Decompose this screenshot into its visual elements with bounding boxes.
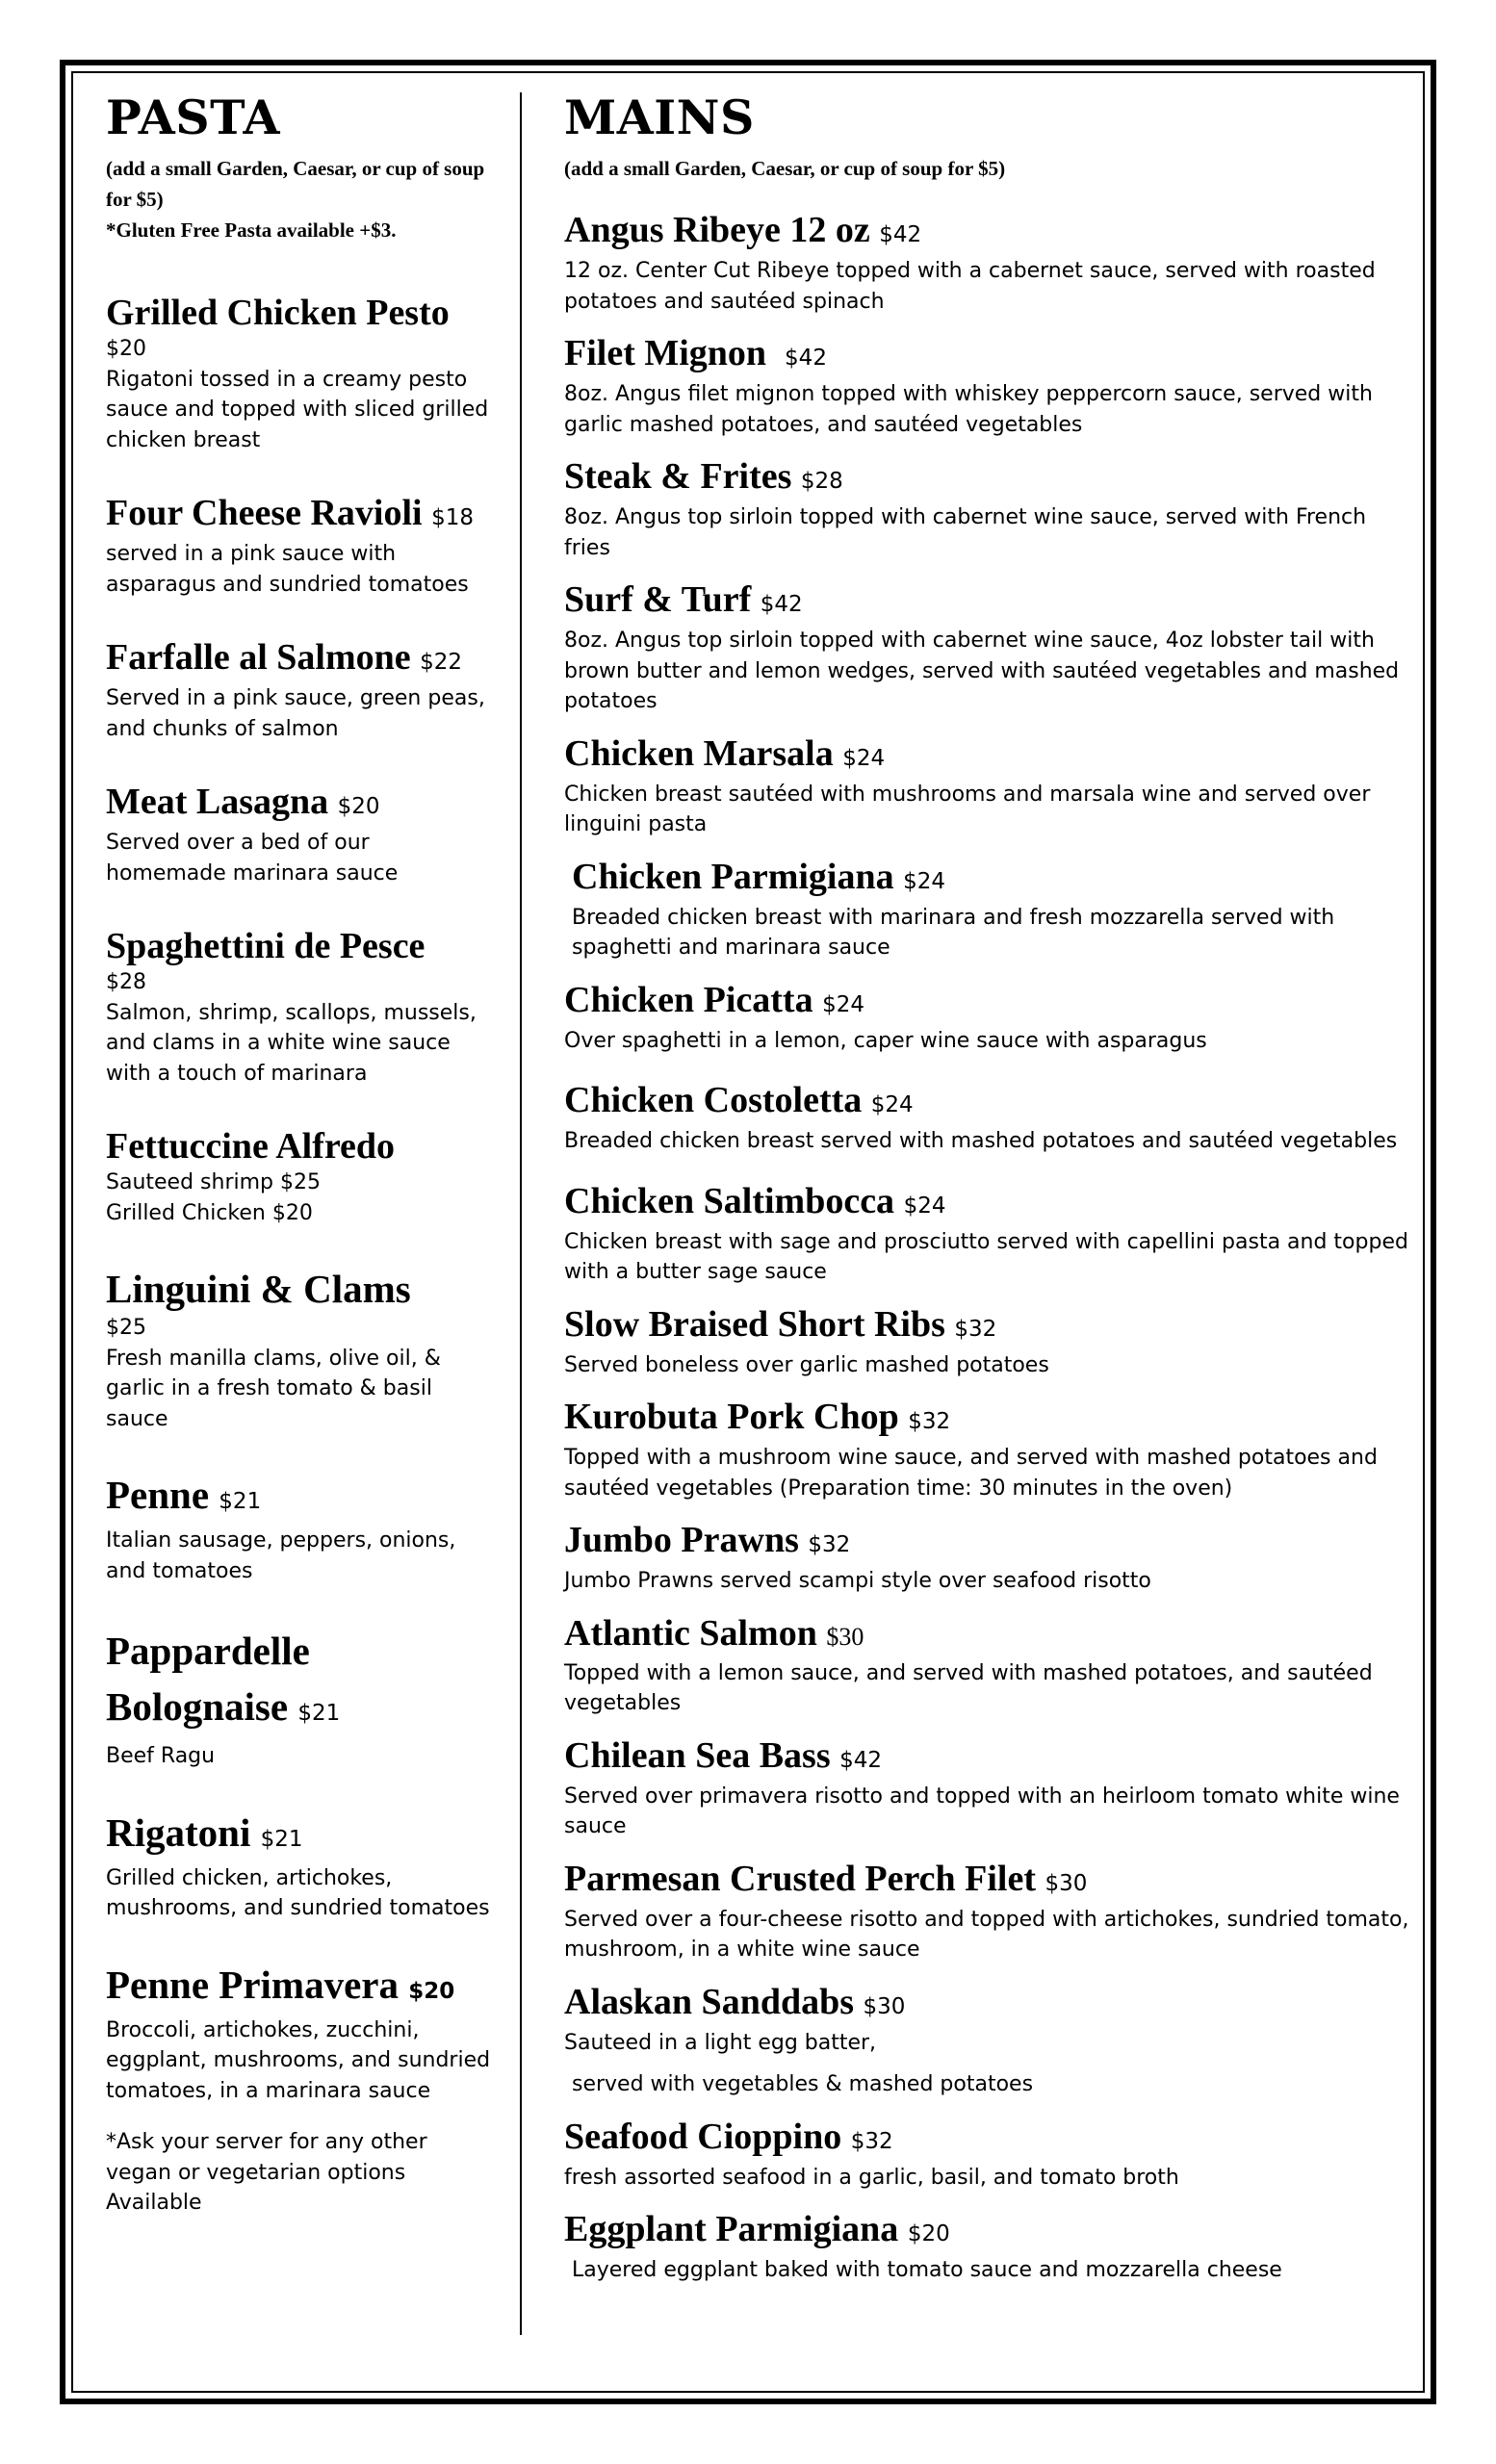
item-price: $42 bbox=[760, 592, 803, 617]
item-option: Sauteed shrimp $25 bbox=[106, 1170, 321, 1194]
item-name: Angus Ribeye 12 oz bbox=[564, 210, 870, 250]
pasta-section bbox=[106, 90, 491, 2219]
menu-item bbox=[564, 1981, 1411, 2100]
menu-item bbox=[106, 492, 491, 600]
menu-item bbox=[564, 979, 1411, 1057]
mains-section bbox=[564, 90, 1411, 2286]
mains-note: (add a small Garden, Caesar, or cup of soup for $5) bbox=[564, 157, 1006, 180]
pasta-gluten-note: *Gluten Free Pasta available +$3. bbox=[106, 218, 397, 242]
menu-item bbox=[106, 1623, 491, 1772]
menu-item bbox=[564, 1396, 1411, 1503]
item-description: Broccoli, artichokes, zucchini, eggplant, mushrooms, and sundried tomatoes, in a marinara sauce bbox=[106, 2017, 491, 2103]
item-description: Served boneless over garlic mashed potatoes bbox=[564, 1352, 1049, 1377]
item-name: Alaskan Sanddabs bbox=[564, 1981, 855, 2022]
item-price: $24 bbox=[903, 868, 946, 894]
item-description: served in a pink sauce with asparagus and sundried tomatoes bbox=[106, 542, 469, 597]
item-name: Rigatoni bbox=[106, 1810, 251, 1855]
menu-item bbox=[564, 732, 1411, 840]
item-price: $20 bbox=[907, 2221, 950, 2246]
item-price: $42 bbox=[785, 346, 827, 371]
item-description: Layered eggplant baked with tomato sauce and mozzarella cheese bbox=[572, 2258, 1282, 2282]
item-price: $20 bbox=[337, 794, 380, 819]
item-name: Chicken Picatta bbox=[564, 979, 813, 1020]
item-price: $42 bbox=[879, 222, 922, 247]
menu-item bbox=[106, 292, 491, 455]
menu-item bbox=[106, 1809, 491, 1924]
item-name: Spaghettini de Pesce bbox=[106, 926, 426, 966]
item-description: 8oz. Angus top sirloin topped with cabernet wine sauce, 4oz lobster tail with brown butter and lemon wedges, served with sautéed vegetables and mashed potatoes bbox=[564, 629, 1400, 713]
item-description: served with vegetables & mashed potatoes bbox=[572, 2072, 1034, 2096]
menu-item bbox=[564, 1612, 1411, 1719]
item-description: Served in a pink sauce, green peas, and chunks of salmon bbox=[106, 686, 485, 741]
item-name: Kurobuta Pork Chop bbox=[564, 1397, 899, 1437]
item-name: Penne Primavera bbox=[106, 1962, 399, 2007]
item-price: $21 bbox=[260, 1826, 303, 1852]
item-name: Chicken Marsala bbox=[564, 732, 834, 774]
pasta-title: PASTA bbox=[106, 90, 280, 145]
item-price: $32 bbox=[908, 1409, 951, 1434]
item-name: Fettuccine Alfredo bbox=[106, 1126, 396, 1167]
item-price: $32 bbox=[850, 2128, 893, 2154]
item-price: $24 bbox=[903, 1193, 946, 1219]
menu-item bbox=[564, 1180, 1411, 1288]
item-price: $24 bbox=[822, 991, 864, 1017]
item-description: Jumbo Prawns served scampi style over seafood risotto bbox=[564, 1569, 1151, 1593]
menu-item bbox=[106, 1265, 491, 1434]
item-description: 12 oz. Center Cut Ribeye topped with a cabernet sauce, served with roasted potatoes and sautéed spinach bbox=[564, 259, 1376, 314]
item-name: Meat Lasagna bbox=[106, 782, 329, 822]
item-name: Farfalle al Salmone bbox=[106, 637, 411, 678]
item-name: Eggplant Parmigiana bbox=[564, 2209, 899, 2249]
menu-item bbox=[564, 856, 1411, 963]
item-description: Served over a bed of our homemade marinara sauce bbox=[106, 831, 399, 886]
item-name: Chicken Parmigiana bbox=[572, 856, 894, 897]
menu-item bbox=[564, 1858, 1411, 1965]
item-name-line2: Bolognaise bbox=[106, 1684, 289, 1729]
item-price: $24 bbox=[870, 1092, 914, 1117]
item-name: Jumbo Prawns bbox=[564, 1520, 799, 1560]
item-name: Steak & Frites bbox=[564, 456, 792, 497]
item-price: $18 bbox=[431, 505, 475, 530]
menu-item bbox=[106, 1961, 491, 2107]
menu-item bbox=[564, 1519, 1411, 1597]
mains-title: MAINS bbox=[564, 90, 755, 145]
item-description: Served over a four-cheese risotto and topped with artichokes, sundried tomato, mushroom, in a white wine sauce bbox=[564, 1907, 1409, 1962]
item-description: 8oz. Angus filet mignon topped with whiskey peppercorn sauce, served with garlic mashed potatoes, and sautéed vegetables bbox=[564, 382, 1373, 437]
item-price: $20 bbox=[408, 1978, 455, 2004]
item-name: Chicken Costoletta bbox=[564, 1080, 863, 1120]
item-name: Seafood Cioppino bbox=[564, 2116, 842, 2157]
item-description: fresh assorted seafood in a garlic, basil, and tomato broth bbox=[564, 2165, 1179, 2190]
item-price: $21 bbox=[219, 1489, 262, 1514]
item-description: Breaded chicken breast served with mashed potatoes and sautéed vegetables bbox=[564, 1129, 1398, 1153]
item-description: Topped with a lemon sauce, and served with mashed potatoes, and sautéed vegetables bbox=[564, 1660, 1373, 1715]
item-name: Penne bbox=[106, 1473, 210, 1517]
item-description: 8oz. Angus top sirloin topped with cabernet wine sauce, served with French fries bbox=[564, 505, 1367, 560]
menu-item bbox=[564, 578, 1411, 717]
item-description: Chicken breast with sage and prosciutto served with capellini pasta and topped with a butter sage sauce bbox=[564, 1229, 1408, 1284]
item-description: Fresh manilla clams, olive oil, & garlic in a fresh tomato & basil sauce bbox=[106, 1346, 441, 1431]
item-price: $22 bbox=[420, 650, 463, 675]
item-option: Grilled Chicken $20 bbox=[106, 1200, 313, 1225]
item-description: Served over primavera risotto and topped with an heirloom tomato white wine sauce bbox=[564, 1784, 1400, 1838]
item-description: Italian sausage, peppers, onions, and tomatoes bbox=[106, 1528, 456, 1583]
item-description: Grilled chicken, artichokes, mushrooms, and sundried tomatoes bbox=[106, 1865, 490, 1920]
menu-item bbox=[564, 1303, 1411, 1381]
item-name: Four Cheese Ravioli bbox=[106, 493, 423, 533]
menu-item bbox=[564, 332, 1411, 440]
column-divider bbox=[520, 92, 522, 2335]
item-description: Rigatoni tossed in a creamy pesto sauce and topped with sliced grilled chicken breast bbox=[106, 367, 489, 452]
item-name: Atlantic Salmon bbox=[564, 1612, 817, 1654]
menu-item bbox=[106, 781, 491, 888]
item-name: Linguini & Clams bbox=[106, 1267, 411, 1311]
menu-item bbox=[564, 2208, 1411, 2286]
item-description: Topped with a mushroom wine sauce, and served with mashed potatoes and sautéed vegetables (Preparation time: 30 minutes in the oven) bbox=[564, 1446, 1378, 1501]
vegan-footnote: *Ask your server for any other vegan or vegetarian options Available bbox=[106, 2130, 427, 2215]
item-price: $25 bbox=[106, 1316, 146, 1340]
menu-item bbox=[564, 209, 1411, 317]
item-name: Chicken Saltimbocca bbox=[564, 1180, 895, 1221]
item-price: $32 bbox=[808, 1532, 851, 1557]
menu-item bbox=[564, 455, 1411, 563]
item-name: Chilean Sea Bass bbox=[564, 1734, 831, 1776]
item-price: $21 bbox=[297, 1701, 341, 1726]
item-price: $32 bbox=[954, 1316, 997, 1342]
item-description: Breaded chicken breast with marinara and fresh mozzarella served with spaghetti and marinara sauce bbox=[572, 905, 1335, 960]
item-name-line1: Pappardelle bbox=[106, 1629, 310, 1673]
item-name: Filet Mignon bbox=[564, 333, 767, 373]
item-name: Surf & Turf bbox=[564, 579, 752, 620]
item-description: Chicken breast sautéed with mushrooms and marsala wine and served over linguini pasta bbox=[564, 782, 1371, 836]
menu-item bbox=[106, 636, 491, 744]
item-price: $30 bbox=[826, 1622, 864, 1651]
menu-item bbox=[564, 1079, 1411, 1157]
item-name: Parmesan Crusted Perch Filet bbox=[564, 1858, 1037, 1899]
menu-item bbox=[564, 1734, 1411, 1842]
item-description: Salmon, shrimp, scallops, mussels, and clams in a white wine sauce with a touch of marinara bbox=[106, 1000, 477, 1086]
menu-item bbox=[106, 925, 491, 1089]
item-price: $20 bbox=[106, 337, 146, 361]
menu-item bbox=[106, 1471, 491, 1586]
item-name: Grilled Chicken Pesto bbox=[106, 293, 450, 333]
pasta-note: (add a small Garden, Caesar, or cup of soup for $5) bbox=[106, 157, 485, 211]
menu-item bbox=[564, 2116, 1411, 2194]
item-name: Slow Braised Short Ribs bbox=[564, 1303, 945, 1345]
item-price: $42 bbox=[839, 1747, 883, 1773]
menu-item bbox=[106, 1125, 491, 1228]
item-price: $24 bbox=[842, 745, 886, 771]
item-description: Over spaghetti in a lemon, caper wine sauce with asparagus bbox=[564, 1028, 1207, 1053]
item-price: $28 bbox=[106, 970, 146, 994]
item-price: $28 bbox=[800, 469, 843, 494]
item-description: Beef Ragu bbox=[106, 1744, 216, 1768]
item-description: Sauteed in a light egg batter, bbox=[564, 2030, 877, 2055]
item-price: $30 bbox=[863, 1993, 906, 2019]
item-price: $30 bbox=[1045, 1870, 1088, 1896]
